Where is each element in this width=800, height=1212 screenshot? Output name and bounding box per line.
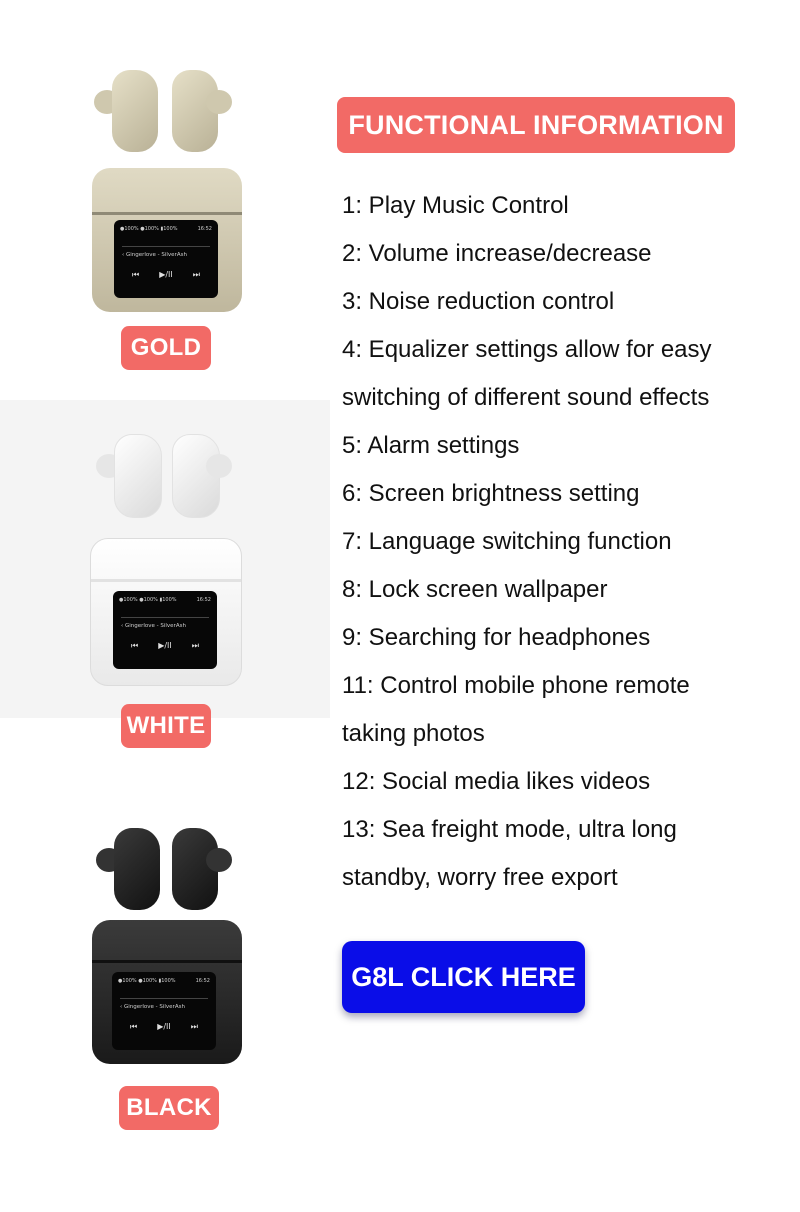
color-label-white: WHITE [121, 704, 211, 748]
feature-line: 11: Control mobile phone remote [342, 672, 690, 699]
product-white [0, 400, 330, 718]
feature-line: taking photos [342, 720, 485, 747]
gold-case-image [92, 168, 242, 312]
feature-list [342, 182, 762, 902]
case-screen: ●100% ●100% ▮100% 16:52 ‹ Gingerlove - SilverAsh ⏮ ▶/II ⏭ [113, 591, 217, 669]
play-pause-icon: ▶/II [159, 270, 173, 279]
feature-line: 2: Volume increase/decrease [342, 240, 652, 267]
feature-line: 4: Equalizer settings allow for easy [342, 336, 712, 363]
white-case-image [90, 538, 242, 686]
color-label-gold: GOLD [121, 326, 211, 370]
feature-line: 1: Play Music Control [342, 192, 569, 219]
feature-line: 5: Alarm settings [342, 432, 520, 459]
feature-line: 12: Social media likes videos [342, 768, 651, 795]
g8l-click-here-button[interactable]: G8L CLICK HERE [342, 941, 585, 1013]
product-black [0, 810, 330, 1070]
case-screen: ●100% ●100% ▮100% 16:52 ‹ Gingerlove - SilverAsh ⏮ ▶/II ⏭ [112, 972, 216, 1050]
feature-line: 3: Noise reduction control [342, 288, 615, 315]
color-label-black: BLACK [119, 1086, 219, 1130]
next-icon: ⏭ [191, 641, 199, 650]
feature-line: 6: Screen brightness setting [342, 480, 640, 507]
play-pause-icon: ▶/II [158, 641, 172, 650]
next-icon: ⏭ [192, 270, 200, 279]
black-earbuds-image [92, 826, 232, 916]
black-case-image [92, 920, 242, 1064]
feature-line: 7: Language switching function [342, 528, 672, 555]
case-screen: ●100% ●100% ▮100% 16:52 ‹ Gingerlove - SilverAsh ⏮ ▶/II ⏭ [114, 220, 218, 298]
functional-information-header: FUNCTIONAL INFORMATION [337, 97, 735, 153]
gold-earbuds-image [90, 68, 230, 158]
prev-icon: ⏮ [132, 270, 140, 279]
feature-line: 8: Lock screen wallpaper [342, 576, 608, 603]
prev-icon: ⏮ [130, 1022, 138, 1031]
feature-line: standby, worry free export [342, 864, 618, 891]
feature-line: switching of different sound effects [342, 384, 710, 411]
prev-icon: ⏮ [131, 641, 139, 650]
feature-line: 9: Searching for headphones [342, 624, 651, 651]
white-earbuds-image [92, 432, 232, 522]
feature-line: 13: Sea freight mode, ultra long [342, 816, 677, 843]
play-pause-icon: ▶/II [157, 1022, 171, 1031]
next-icon: ⏭ [190, 1022, 198, 1031]
